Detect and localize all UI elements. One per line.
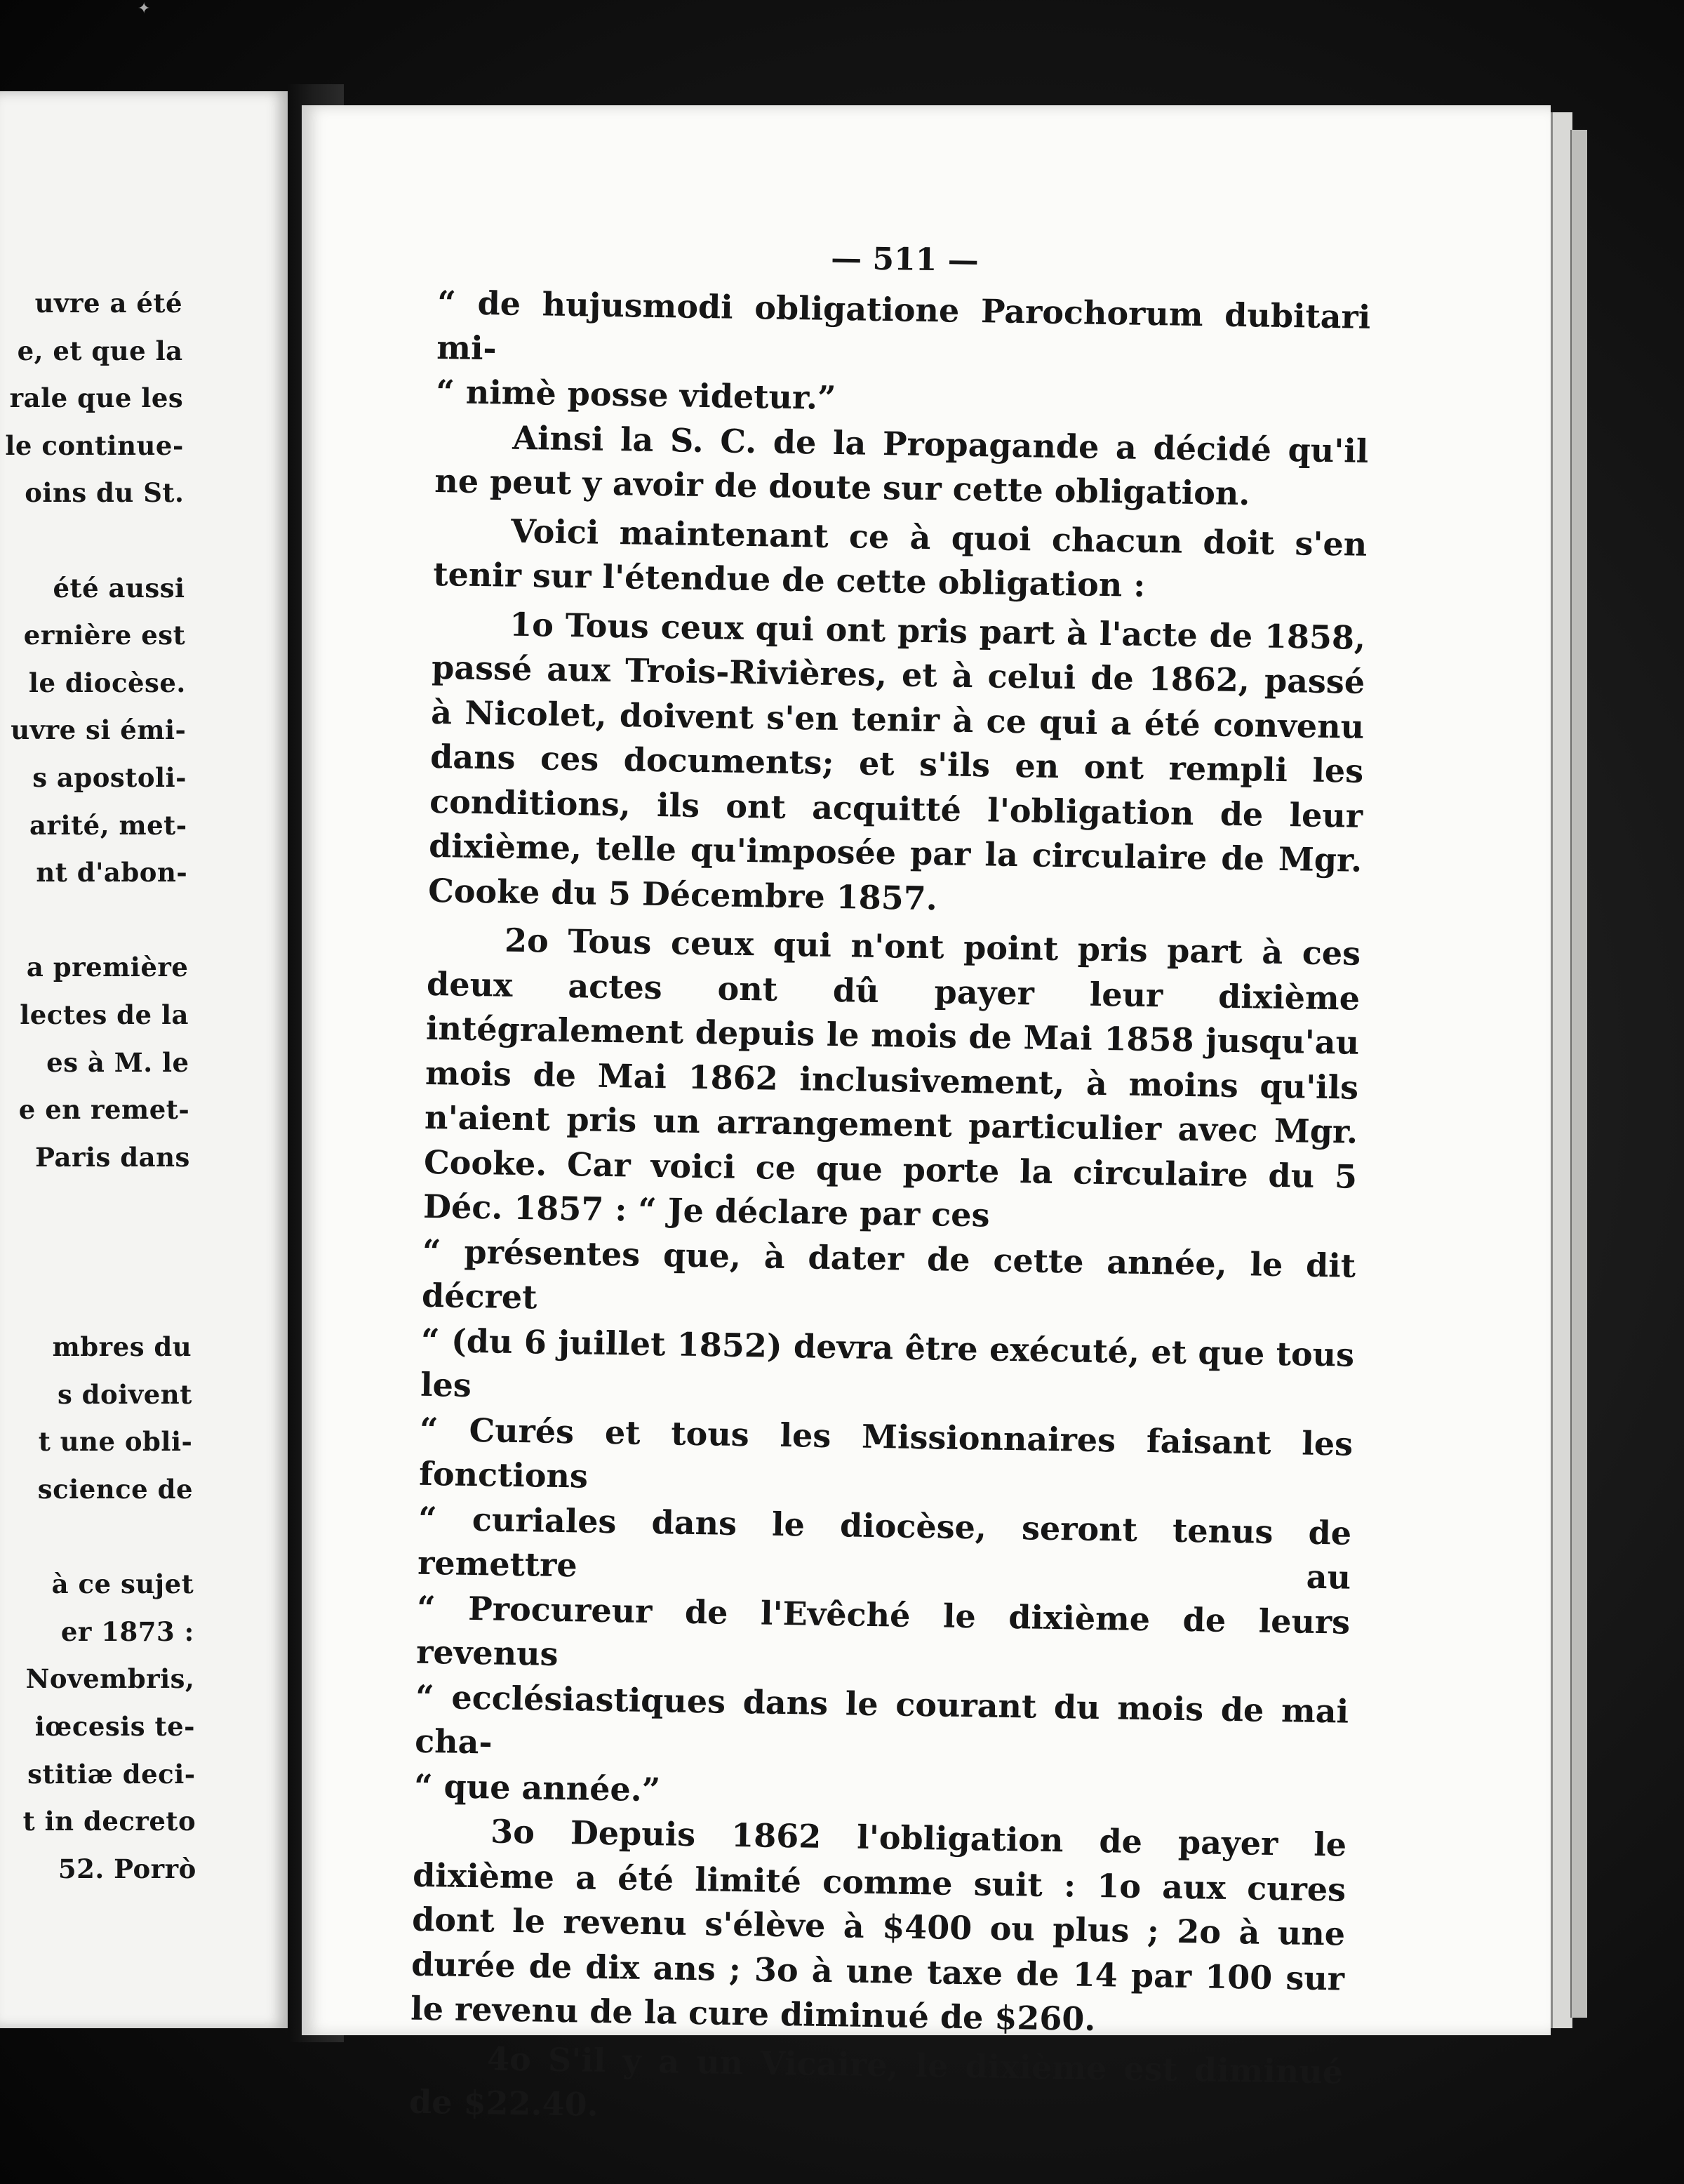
left-page-line: Novembris,	[25, 1663, 195, 1695]
left-facing-page	[0, 91, 288, 2028]
left-page-line: mbres du	[52, 1331, 192, 1363]
paragraph: 4o S'il y a un Vicaire, le dixième est diminué de $22.40.	[408, 2039, 1344, 2124]
quote-line: “ que année.”	[413, 1766, 661, 1809]
left-page-line: uvre a été	[34, 288, 182, 319]
left-page-line: 52. Porrò	[58, 1853, 196, 1884]
left-page-line: le continue-	[5, 430, 184, 461]
page-edge	[1551, 112, 1572, 2028]
quote-line: “ nimè posse videtur.”	[435, 372, 836, 417]
left-page-line: nt d'abon-	[36, 857, 188, 888]
left-page-line: lectes de la	[20, 999, 189, 1030]
left-page-line: a première	[26, 952, 189, 983]
left-page-line: Paris dans	[35, 1141, 190, 1173]
paragraph: Voici maintenant ce à quoi chacun doit s'en tenir sur l'étendue de cette obligation :	[432, 512, 1368, 604]
left-page-line: oins du St.	[25, 477, 185, 509]
left-page-line: ernière est	[23, 620, 186, 651]
left-page-line: science de	[37, 1474, 193, 1505]
left-page-line: le diocèse.	[28, 667, 186, 698]
left-page-line: s apostoli-	[32, 762, 187, 793]
page-text-block	[409, 232, 1372, 2143]
left-page-line: rale que les	[9, 382, 184, 414]
quote-line: “ (du 6 juillet 1852) devra être exécuté, et que tous les	[420, 1321, 1355, 1404]
paragraph: 3o Depuis 1862 l'obligation de payer le dixième a été limité comme suit : 1o aux cures dont le revenu s'élève à $400 ou plus ; 2o à une durée de dix ans ; 3o à une taxe de 14 par 100 sur le revenu de la cure diminué de $260.	[410, 1812, 1347, 2039]
left-page-line: es à M. le	[46, 1046, 189, 1078]
left-page-line: été aussi	[53, 572, 185, 604]
quote-line: “ présentes que, à dater de cette année, le dit décret	[421, 1232, 1356, 1317]
paragraph: 2o Tous ceux qui n'ont point pris part à ces deux actes ont dû payer leur dixième intégralement depuis le mois de Mai 1858 jusqu'au mois de Mai 1862 inclusivement, à moins qu'ils n'aient pris un arrangement particulier avec Mgr. Cooke. Car voici ce que porte la circulaire du 5 Déc. 1857 : “ Je déclare par ces	[422, 921, 1361, 1234]
quote-line: “ de hujusmodi obligatione Parochorum dubitari mi-	[436, 283, 1371, 367]
left-page-line: s doivent	[57, 1378, 192, 1410]
page-edge	[1570, 130, 1587, 2018]
paragraph: Ainsi la S. C. de la Propagande a décidé qu'il ne peut y avoir de doute sur cette obligation.	[434, 418, 1369, 513]
left-page-line: à ce sujet	[51, 1569, 194, 1600]
left-page-line: e, et que la	[17, 335, 183, 366]
quote-line: “ ecclésiastiques dans le courant du mois de mai cha-	[414, 1677, 1349, 1762]
quote-line: “ Curés et tous les Missionnaires faisant les fonctions	[418, 1410, 1354, 1496]
left-page-line: arité, met-	[29, 809, 187, 841]
quote-line: “ curiales dans le diocèse, seront tenus de remettre au	[417, 1499, 1352, 1597]
page-number: — 511 —	[830, 240, 980, 279]
top-marker-icon: ✦	[138, 0, 151, 18]
circular-quote	[414, 1229, 1356, 1823]
left-page-line: er 1873 :	[60, 1616, 194, 1647]
latin-quote	[436, 281, 1371, 429]
left-page-line: uvre si émi-	[11, 714, 187, 746]
left-page-line: iœcesis te-	[34, 1711, 195, 1742]
left-page-line: stitiæ deci-	[27, 1758, 196, 1790]
quote-line: “ Procureur de l'Evêché le dixième de leurs revenus	[415, 1588, 1351, 1673]
left-page-line: e en remet-	[18, 1094, 190, 1126]
left-page-line: t une obli-	[38, 1426, 193, 1458]
left-page-line: t in decreto	[22, 1806, 196, 1837]
paragraph: 1o Tous ceux qui ont pris part à l'acte de 1858, passé aux Trois-Rivières, et à celui de 1862, passé à Nicolet, doivent s'en tenir à ce qui a été convenu dans ces documents; et s'ils en ont rempli les conditions, ils ont acquitté l'obligation de leur dixième, telle qu'imposée par la circulaire de Mgr. Cooke du 5 Décembre 1857.	[427, 605, 1366, 917]
